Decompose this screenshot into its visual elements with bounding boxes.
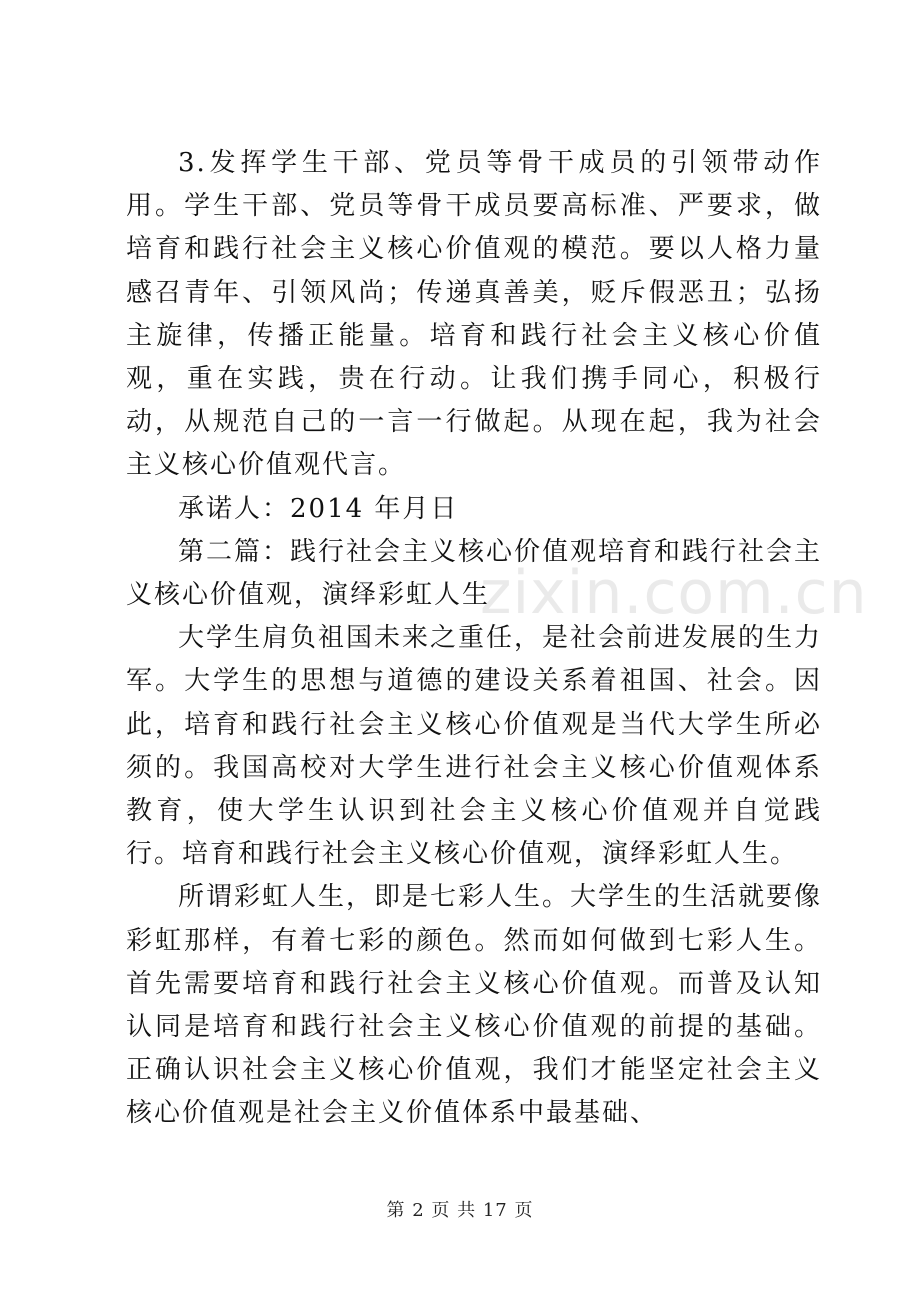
paragraph-section-heading: 第二篇：践行社会主义核心价值观培育和践行社会主义核心价值观，演绎彩虹人生 [126, 536, 823, 611]
paragraph-intro: 大学生肩负祖国未来之重任，是社会前进发展的生力军。大学生的思想与道德的建设关系着祖国、社会。因此，培育和践行社会主义核心价值观是当代大学生所必须的。我国高校对大学生进行社会主义核心价值观体系教育，使大学生认识到社会主义核心价值观并自觉践行。培育和践行社会主义核心价值观，演绎彩虹人生。 [126, 623, 823, 870]
paragraph-commitment: 3.发挥学生干部、党员等骨干成员的引领带动作用。学生干部、党员等骨干成员要高标准、严要求，做培育和践行社会主义核心价值观的模范。要以人格力量感召青年、引领风尚；传递真善美，贬斥假恶丑；弘扬主旋律，传播正能量。培育和践行社会主义核心价值观，重在实践，贵在行动。让我们携手同心，积极行动，从规范自己的一言一行做起。从现在起，我为社会主义核心价值观代言。 [126, 148, 822, 481]
page-footer: 第 2 页 共 17 页 [386, 1200, 534, 1221]
paragraph-signature: 承诺人：2014 年月日 [178, 493, 459, 524]
document-body [126, 142, 822, 1136]
paragraph-rainbow-life: 所谓彩虹人生，即是七彩人生。大学生的生活就要像彩虹那样，有着七彩的颜色。然而如何做到七彩人生。首先需要培育和践行社会主义核心价值观。而普及认知认同是培育和践行社会主义核心价值观的前提的基础。正确认识社会主义核心价值观，我们才能坚定社会主义核心价值观是社会主义价值体系中最基础、 [126, 882, 823, 1129]
watermark-text: zixin.com.cn [480, 558, 868, 628]
